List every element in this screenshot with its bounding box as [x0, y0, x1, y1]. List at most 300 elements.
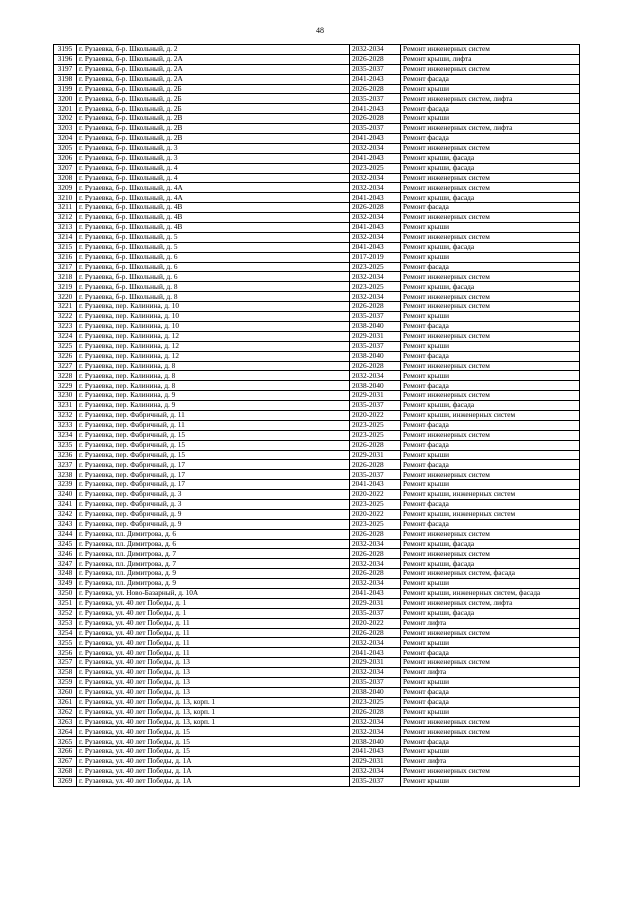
work-type-cell: Ремонт лифта: [401, 757, 580, 767]
address-cell: г. Рузаевка, ул. 40 лет Победы, д. 15: [77, 727, 350, 737]
row-number-cell: 3255: [54, 638, 77, 648]
table-row: [54, 499, 580, 509]
period-cell: 2035-2037: [350, 401, 401, 411]
period-cell: 2023-2025: [350, 262, 401, 272]
period-cell: 2026-2028: [350, 569, 401, 579]
row-number-cell: 3242: [54, 509, 77, 519]
row-number-cell: 3232: [54, 410, 77, 420]
work-type-cell: Ремонт крыши: [401, 84, 580, 94]
work-type-cell: Ремонт крыши, фасада: [401, 242, 580, 252]
work-type-cell: Ремонт инженерных систем: [401, 549, 580, 559]
table-row: [54, 213, 580, 223]
work-type-cell: Ремонт крыши: [401, 450, 580, 460]
period-cell: 2041-2043: [350, 153, 401, 163]
table-row: [54, 687, 580, 697]
row-number-cell: 3222: [54, 312, 77, 322]
table-row: [54, 509, 580, 519]
work-type-cell: Ремонт крыши, фасада: [401, 539, 580, 549]
row-number-cell: 3224: [54, 331, 77, 341]
row-number-cell: 3233: [54, 420, 77, 430]
work-type-cell: Ремонт инженерных систем: [401, 213, 580, 223]
period-cell: 2020-2022: [350, 509, 401, 519]
row-number-cell: 3206: [54, 153, 77, 163]
address-cell: г. Рузаевка, ул. Ново-Базарный, д. 10А: [77, 588, 350, 598]
table-row: [54, 450, 580, 460]
row-number-cell: 3218: [54, 272, 77, 282]
address-cell: г. Рузаевка, ул. 40 лет Победы, д. 13, корп. 1: [77, 717, 350, 727]
period-cell: 2026-2028: [350, 707, 401, 717]
work-type-cell: Ремонт крыши, фасада: [401, 401, 580, 411]
work-type-cell: Ремонт фасада: [401, 460, 580, 470]
work-type-cell: Ремонт фасада: [401, 321, 580, 331]
table-row: [54, 262, 580, 272]
address-cell: г. Рузаевка, б-р. Школьный, д. 2А: [77, 64, 350, 74]
row-number-cell: 3227: [54, 361, 77, 371]
period-cell: 2041-2043: [350, 74, 401, 84]
address-cell: г. Рузаевка, б-р. Школьный, д. 4: [77, 173, 350, 183]
address-cell: г. Рузаевка, пер. Фабричный, д. 9: [77, 519, 350, 529]
row-number-cell: 3244: [54, 529, 77, 539]
period-cell: 2041-2043: [350, 223, 401, 233]
row-number-cell: 3250: [54, 588, 77, 598]
table-row: [54, 223, 580, 233]
address-cell: г. Рузаевка, ул. 40 лет Победы, д. 11: [77, 638, 350, 648]
period-cell: 2032-2034: [350, 232, 401, 242]
address-cell: г. Рузаевка, б-р. Школьный, д. 2: [77, 45, 350, 55]
period-cell: 2035-2037: [350, 64, 401, 74]
row-number-cell: 3257: [54, 658, 77, 668]
work-type-cell: Ремонт фасада: [401, 697, 580, 707]
row-number-cell: 3210: [54, 193, 77, 203]
table-row: [54, 292, 580, 302]
period-cell: 2029-2031: [350, 391, 401, 401]
period-cell: 2026-2028: [350, 203, 401, 213]
address-cell: г. Рузаевка, б-р. Школьный, д. 3: [77, 143, 350, 153]
table-row: [54, 272, 580, 282]
work-type-cell: Ремонт инженерных систем: [401, 727, 580, 737]
period-cell: 2032-2034: [350, 143, 401, 153]
period-cell: 2032-2034: [350, 272, 401, 282]
row-number-cell: 3197: [54, 64, 77, 74]
row-number-cell: 3258: [54, 668, 77, 678]
work-type-cell: Ремонт инженерных систем: [401, 430, 580, 440]
row-number-cell: 3256: [54, 648, 77, 658]
work-type-cell: Ремонт крыши: [401, 638, 580, 648]
period-cell: 2038-2040: [350, 321, 401, 331]
table-row: [54, 420, 580, 430]
work-type-cell: Ремонт инженерных систем: [401, 717, 580, 727]
row-number-cell: 3223: [54, 321, 77, 331]
period-cell: 2029-2031: [350, 450, 401, 460]
address-cell: г. Рузаевка, пер. Фабричный, д. 3: [77, 490, 350, 500]
address-cell: г. Рузаевка, б-р. Школьный, д. 2Б: [77, 94, 350, 104]
table-row: [54, 598, 580, 608]
work-type-cell: Ремонт инженерных систем: [401, 272, 580, 282]
work-type-cell: Ремонт крыши, инженерных систем: [401, 509, 580, 519]
row-number-cell: 3203: [54, 124, 77, 134]
period-cell: 2038-2040: [350, 737, 401, 747]
work-type-cell: Ремонт инженерных систем: [401, 767, 580, 777]
table-row: [54, 153, 580, 163]
work-type-cell: Ремонт крыши: [401, 341, 580, 351]
period-cell: 2035-2037: [350, 608, 401, 618]
address-cell: г. Рузаевка, ул. 40 лет Победы, д. 11: [77, 628, 350, 638]
address-cell: г. Рузаевка, ул. 40 лет Победы, д. 1А: [77, 757, 350, 767]
table-row: [54, 717, 580, 727]
period-cell: 2041-2043: [350, 588, 401, 598]
table-row: [54, 232, 580, 242]
row-number-cell: 3229: [54, 381, 77, 391]
row-number-cell: 3246: [54, 549, 77, 559]
row-number-cell: 3268: [54, 767, 77, 777]
work-type-cell: Ремонт инженерных систем, фасада: [401, 569, 580, 579]
row-number-cell: 3202: [54, 114, 77, 124]
address-cell: г. Рузаевка, ул. 40 лет Победы, д. 13: [77, 678, 350, 688]
address-cell: г. Рузаевка, ул. 40 лет Победы, д. 13, корп. 1: [77, 697, 350, 707]
work-type-cell: Ремонт фасада: [401, 440, 580, 450]
table-row: [54, 678, 580, 688]
table-row: [54, 143, 580, 153]
work-type-cell: Ремонт инженерных систем: [401, 183, 580, 193]
table-row: [54, 64, 580, 74]
address-cell: г. Рузаевка, б-р. Школьный, д. 3: [77, 153, 350, 163]
work-type-cell: Ремонт инженерных систем: [401, 391, 580, 401]
period-cell: 2035-2037: [350, 678, 401, 688]
address-cell: г. Рузаевка, пл. Димитрова, д. 7: [77, 559, 350, 569]
page-number: 48: [316, 26, 324, 35]
period-cell: 2035-2037: [350, 341, 401, 351]
period-cell: 2032-2034: [350, 371, 401, 381]
work-type-cell: Ремонт фасада: [401, 134, 580, 144]
address-cell: г. Рузаевка, ул. 40 лет Победы, д. 15: [77, 747, 350, 757]
row-number-cell: 3220: [54, 292, 77, 302]
row-number-cell: 3226: [54, 351, 77, 361]
address-cell: г. Рузаевка, ул. 40 лет Победы, д. 1А: [77, 776, 350, 786]
address-cell: г. Рузаевка, б-р. Школьный, д. 6: [77, 272, 350, 282]
row-number-cell: 3240: [54, 490, 77, 500]
table-row: [54, 282, 580, 292]
row-number-cell: 3204: [54, 134, 77, 144]
row-number-cell: 3260: [54, 687, 77, 697]
address-cell: г. Рузаевка, пер. Фабричный, д. 15: [77, 430, 350, 440]
period-cell: 2032-2034: [350, 767, 401, 777]
period-cell: 2032-2034: [350, 183, 401, 193]
row-number-cell: 3208: [54, 173, 77, 183]
row-number-cell: 3221: [54, 302, 77, 312]
address-cell: г. Рузаевка, ул. 40 лет Победы, д. 11: [77, 618, 350, 628]
period-cell: 2032-2034: [350, 292, 401, 302]
row-number-cell: 3241: [54, 499, 77, 509]
address-cell: г. Рузаевка, пер. Калинина, д. 10: [77, 312, 350, 322]
table-row: [54, 203, 580, 213]
period-cell: 2026-2028: [350, 302, 401, 312]
table-row: [54, 252, 580, 262]
period-cell: 2041-2043: [350, 193, 401, 203]
work-type-cell: Ремонт инженерных систем: [401, 232, 580, 242]
row-number-cell: 3213: [54, 223, 77, 233]
row-number-cell: 3235: [54, 440, 77, 450]
address-cell: г. Рузаевка, ул. 40 лет Победы, д. 1А: [77, 767, 350, 777]
table-row: [54, 74, 580, 84]
table-row: [54, 381, 580, 391]
row-number-cell: 3205: [54, 143, 77, 153]
row-number-cell: 3237: [54, 460, 77, 470]
address-cell: г. Рузаевка, ул. 40 лет Победы, д. 13: [77, 687, 350, 697]
period-cell: 2026-2028: [350, 460, 401, 470]
row-number-cell: 3230: [54, 391, 77, 401]
work-type-cell: Ремонт инженерных систем: [401, 361, 580, 371]
work-type-cell: Ремонт фасада: [401, 74, 580, 84]
work-type-cell: Ремонт крыши: [401, 579, 580, 589]
address-cell: г. Рузаевка, ул. 40 лет Победы, д. 15: [77, 737, 350, 747]
period-cell: 2035-2037: [350, 470, 401, 480]
work-type-cell: Ремонт инженерных систем: [401, 143, 580, 153]
row-number-cell: 3214: [54, 232, 77, 242]
work-type-cell: Ремонт инженерных систем: [401, 64, 580, 74]
period-cell: 2041-2043: [350, 134, 401, 144]
work-type-cell: Ремонт крыши, инженерных систем: [401, 490, 580, 500]
address-cell: г. Рузаевка, ул. 40 лет Победы, д. 13: [77, 668, 350, 678]
row-number-cell: 3253: [54, 618, 77, 628]
table-row: [54, 549, 580, 559]
period-cell: 2032-2034: [350, 213, 401, 223]
period-cell: 2029-2031: [350, 331, 401, 341]
row-number-cell: 3196: [54, 54, 77, 64]
row-number-cell: 3248: [54, 569, 77, 579]
table-row: [54, 183, 580, 193]
address-cell: г. Рузаевка, б-р. Школьный, д. 2А: [77, 74, 350, 84]
address-cell: г. Рузаевка, пл. Димитрова, д. 7: [77, 549, 350, 559]
work-type-cell: Ремонт лифта: [401, 618, 580, 628]
address-cell: г. Рузаевка, пер. Калинина, д. 8: [77, 371, 350, 381]
period-cell: 2023-2025: [350, 697, 401, 707]
period-cell: 2026-2028: [350, 54, 401, 64]
row-number-cell: 3216: [54, 252, 77, 262]
address-cell: г. Рузаевка, б-р. Школьный, д. 8: [77, 282, 350, 292]
row-number-cell: 3264: [54, 727, 77, 737]
work-type-cell: Ремонт крыши: [401, 480, 580, 490]
table-row: [54, 727, 580, 737]
address-cell: г. Рузаевка, ул. 40 лет Победы, д. 1: [77, 608, 350, 618]
period-cell: 2026-2028: [350, 440, 401, 450]
row-number-cell: 3239: [54, 480, 77, 490]
row-number-cell: 3231: [54, 401, 77, 411]
row-number-cell: 3251: [54, 598, 77, 608]
row-number-cell: 3209: [54, 183, 77, 193]
period-cell: 2026-2028: [350, 549, 401, 559]
period-cell: 2041-2043: [350, 747, 401, 757]
row-number-cell: 3266: [54, 747, 77, 757]
work-type-cell: Ремонт крыши: [401, 747, 580, 757]
work-type-cell: Ремонт фасада: [401, 381, 580, 391]
work-type-cell: Ремонт крыши, фасада: [401, 282, 580, 292]
period-cell: 2023-2025: [350, 282, 401, 292]
work-type-cell: Ремонт фасада: [401, 519, 580, 529]
row-number-cell: 3267: [54, 757, 77, 767]
work-type-cell: Ремонт фасада: [401, 499, 580, 509]
address-cell: г. Рузаевка, пер. Фабричный, д. 11: [77, 420, 350, 430]
work-type-cell: Ремонт инженерных систем: [401, 302, 580, 312]
address-cell: г. Рузаевка, б-р. Школьный, д. 2В: [77, 124, 350, 134]
period-cell: 2023-2025: [350, 163, 401, 173]
address-cell: г. Рузаевка, ул. 40 лет Победы, д. 13, корп. 1: [77, 707, 350, 717]
table-row: [54, 242, 580, 252]
row-number-cell: 3254: [54, 628, 77, 638]
row-number-cell: 3217: [54, 262, 77, 272]
table-row: [54, 163, 580, 173]
period-cell: 2041-2043: [350, 648, 401, 658]
address-cell: г. Рузаевка, б-р. Школьный, д. 5: [77, 242, 350, 252]
table-row: [54, 124, 580, 134]
address-cell: г. Рузаевка, б-р. Школьный, д. 4В: [77, 203, 350, 213]
address-cell: г. Рузаевка, пер. Калинина, д. 8: [77, 361, 350, 371]
work-type-cell: Ремонт крыши: [401, 252, 580, 262]
work-type-cell: Ремонт фасада: [401, 351, 580, 361]
work-type-cell: Ремонт крыши: [401, 312, 580, 322]
table-row: [54, 312, 580, 322]
period-cell: 2032-2034: [350, 539, 401, 549]
work-type-cell: Ремонт инженерных систем: [401, 658, 580, 668]
work-type-cell: Ремонт фасада: [401, 687, 580, 697]
address-cell: г. Рузаевка, пер. Фабричный, д. 15: [77, 450, 350, 460]
row-number-cell: 3238: [54, 470, 77, 480]
period-cell: 2023-2025: [350, 430, 401, 440]
table-row: [54, 618, 580, 628]
table-row: [54, 539, 580, 549]
table-row: [54, 480, 580, 490]
address-cell: г. Рузаевка, б-р. Школьный, д. 6: [77, 262, 350, 272]
table-row: [54, 707, 580, 717]
row-number-cell: 3200: [54, 94, 77, 104]
period-cell: 2041-2043: [350, 242, 401, 252]
table-row: [54, 697, 580, 707]
address-cell: г. Рузаевка, б-р. Школьный, д. 4А: [77, 193, 350, 203]
work-type-cell: Ремонт крыши: [401, 371, 580, 381]
work-type-cell: Ремонт фасада: [401, 262, 580, 272]
period-cell: 2032-2034: [350, 45, 401, 55]
table-row: [54, 757, 580, 767]
work-type-cell: Ремонт крыши, инженерных систем, фасада: [401, 588, 580, 598]
address-cell: г. Рузаевка, ул. 40 лет Победы, д. 13: [77, 658, 350, 668]
row-number-cell: 3245: [54, 539, 77, 549]
table-row: [54, 767, 580, 777]
table-row: [54, 134, 580, 144]
work-type-cell: Ремонт инженерных систем, лифта: [401, 94, 580, 104]
period-cell: 2032-2034: [350, 559, 401, 569]
address-cell: г. Рузаевка, пл. Димитрова, д. 9: [77, 579, 350, 589]
table-row: [54, 84, 580, 94]
table-row: [54, 588, 580, 598]
work-type-cell: Ремонт крыши, инженерных систем: [401, 410, 580, 420]
work-type-cell: Ремонт лифта: [401, 668, 580, 678]
table-row: [54, 321, 580, 331]
work-type-cell: Ремонт инженерных систем, лифта: [401, 124, 580, 134]
period-cell: 2026-2028: [350, 84, 401, 94]
address-cell: г. Рузаевка, пл. Димитрова, д. 9: [77, 569, 350, 579]
period-cell: 2041-2043: [350, 480, 401, 490]
work-type-cell: Ремонт инженерных систем: [401, 529, 580, 539]
row-number-cell: 3236: [54, 450, 77, 460]
row-number-cell: 3265: [54, 737, 77, 747]
table-body: [54, 45, 580, 787]
work-type-cell: Ремонт крыши, лифта: [401, 54, 580, 64]
period-cell: 2032-2034: [350, 173, 401, 183]
period-cell: 2020-2022: [350, 618, 401, 628]
row-number-cell: 3234: [54, 430, 77, 440]
work-type-cell: Ремонт инженерных систем: [401, 331, 580, 341]
row-number-cell: 3252: [54, 608, 77, 618]
address-cell: г. Рузаевка, б-р. Школьный, д. 5: [77, 232, 350, 242]
period-cell: 2038-2040: [350, 381, 401, 391]
row-number-cell: 3269: [54, 776, 77, 786]
table-row: [54, 371, 580, 381]
row-number-cell: 3228: [54, 371, 77, 381]
period-cell: 2035-2037: [350, 94, 401, 104]
work-type-cell: Ремонт крыши: [401, 678, 580, 688]
period-cell: 2035-2037: [350, 124, 401, 134]
address-cell: г. Рузаевка, пер. Фабричный, д. 9: [77, 509, 350, 519]
work-type-cell: Ремонт крыши, фасада: [401, 153, 580, 163]
row-number-cell: 3212: [54, 213, 77, 223]
period-cell: 2038-2040: [350, 687, 401, 697]
table-row: [54, 569, 580, 579]
table-row: [54, 529, 580, 539]
address-cell: г. Рузаевка, пер. Калинина, д. 9: [77, 401, 350, 411]
table-row: [54, 648, 580, 658]
table-row: [54, 668, 580, 678]
address-cell: г. Рузаевка, пер. Калинина, д. 12: [77, 351, 350, 361]
period-cell: 2020-2022: [350, 410, 401, 420]
table-row: [54, 628, 580, 638]
table-row: [54, 410, 580, 420]
table-row: [54, 519, 580, 529]
address-cell: г. Рузаевка, б-р. Школьный, д. 2Б: [77, 104, 350, 114]
table-row: [54, 302, 580, 312]
period-cell: 2029-2031: [350, 658, 401, 668]
table-row: [54, 470, 580, 480]
address-cell: г. Рузаевка, б-р. Школьный, д. 4В: [77, 223, 350, 233]
table-row: [54, 391, 580, 401]
table-row: [54, 747, 580, 757]
address-cell: г. Рузаевка, пер. Калинина, д. 10: [77, 321, 350, 331]
address-cell: г. Рузаевка, пер. Фабричный, д. 17: [77, 470, 350, 480]
work-type-cell: Ремонт фасада: [401, 737, 580, 747]
address-cell: г. Рузаевка, пер. Калинина, д. 12: [77, 341, 350, 351]
address-cell: г. Рузаевка, пер. Фабричный, д. 17: [77, 460, 350, 470]
row-number-cell: 3259: [54, 678, 77, 688]
work-type-cell: Ремонт инженерных систем: [401, 173, 580, 183]
address-cell: г. Рузаевка, б-р. Школьный, д. 4В: [77, 213, 350, 223]
work-type-cell: Ремонт крыши, фасада: [401, 608, 580, 618]
row-number-cell: 3225: [54, 341, 77, 351]
address-cell: г. Рузаевка, б-р. Школьный, д. 8: [77, 292, 350, 302]
row-number-cell: 3198: [54, 74, 77, 84]
period-cell: 2023-2025: [350, 420, 401, 430]
row-number-cell: 3262: [54, 707, 77, 717]
table-row: [54, 638, 580, 648]
work-type-cell: Ремонт крыши: [401, 707, 580, 717]
address-cell: г. Рузаевка, пер. Калинина, д. 8: [77, 381, 350, 391]
period-cell: 2017-2019: [350, 252, 401, 262]
row-number-cell: 3201: [54, 104, 77, 114]
period-cell: 2038-2040: [350, 351, 401, 361]
row-number-cell: 3249: [54, 579, 77, 589]
address-cell: г. Рузаевка, б-р. Школьный, д. 2В: [77, 134, 350, 144]
address-cell: г. Рузаевка, б-р. Школьный, д. 4: [77, 163, 350, 173]
row-number-cell: 3243: [54, 519, 77, 529]
row-number-cell: 3215: [54, 242, 77, 252]
work-type-cell: Ремонт фасада: [401, 420, 580, 430]
